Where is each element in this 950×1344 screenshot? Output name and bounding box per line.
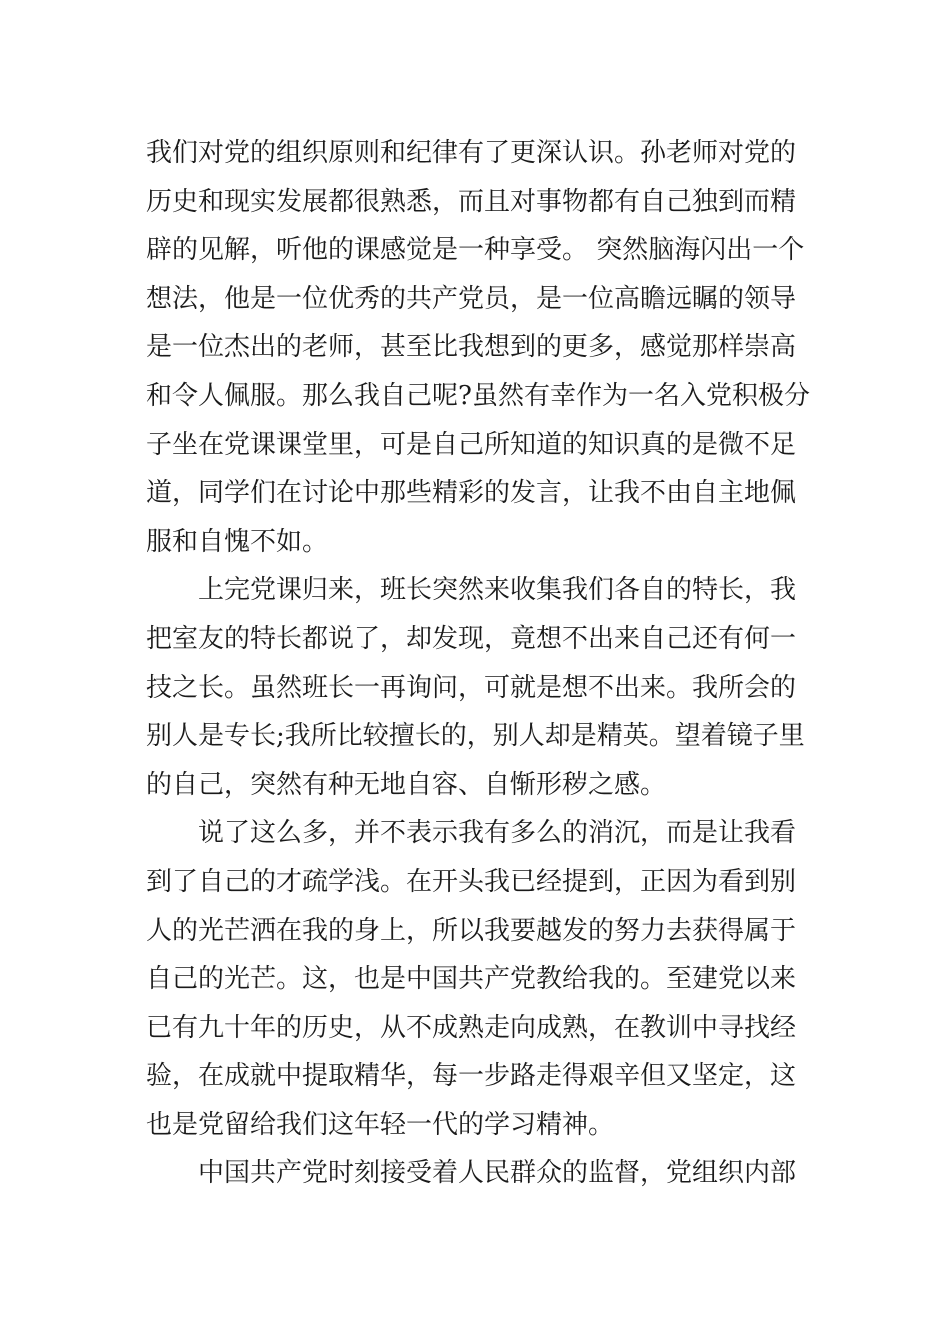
text-line: 人的光芒洒在我的身上，所以我要越发的努力去获得属于 bbox=[146, 915, 797, 946]
text-line: 到了自己的才疏学浅。在开头我已经提到，正因为看到别 bbox=[146, 866, 797, 897]
text-line: 服和自愧不如。 bbox=[146, 526, 329, 557]
text-line: 我们对党的组织原则和纪律有了更深认识。孙老师对党的 bbox=[146, 138, 797, 168]
text-line: 是一位杰出的老师，甚至比我想到的更多，感觉那样崇高 bbox=[146, 332, 797, 363]
text-line: 也是党留给我们这年轻一代的学习精神。 bbox=[146, 1109, 615, 1140]
text-line-indented: 中国共产党时刻接受着人民群众的监督，党组织内部 bbox=[198, 1158, 797, 1189]
text-line: 的自己，突然有种无地自容、自惭形秽之感。 bbox=[146, 769, 667, 800]
text-line: 别人是专长;我所比较擅长的，别人却是精英。望着镜子里 bbox=[146, 721, 805, 752]
text-line: 子坐在党课课堂里，可是自己所知道的知识真的是微不足 bbox=[146, 429, 797, 460]
text-line: 技之长。虽然班长一再询问，可就是想不出来。我所会的 bbox=[146, 672, 797, 703]
text-line: 历史和现实发展都很熟悉，而且对事物都有自己独到而精 bbox=[146, 186, 797, 217]
paragraph-2 bbox=[146, 566, 806, 809]
paragraph-3 bbox=[146, 809, 806, 1149]
text-line: 和令人佩服。那么我自己呢?虽然有幸作为一名入党积极分 bbox=[146, 380, 810, 411]
text-line: 道，同学们在讨论中那些精彩的发言，让我不由自主地佩 bbox=[146, 478, 797, 509]
text-line-indented: 说了这么多，并不表示我有多么的消沉，而是让我看 bbox=[198, 818, 797, 849]
text-line: 辟的见解，听他的课感觉是一种享受。 突然脑海闪出一个 bbox=[146, 235, 805, 266]
paragraph-4 bbox=[146, 1149, 806, 1198]
text-line: 自己的光芒。这，也是中国共产党教给我的。至建党以来 bbox=[146, 964, 797, 995]
document-body bbox=[146, 129, 810, 1198]
text-line-indented: 上完党课归来，班长突然来收集我们各自的特长，我 bbox=[198, 575, 797, 606]
text-line: 把室友的特长都说了，却发现，竟想不出来自己还有何一 bbox=[146, 623, 797, 654]
text-line: 已有九十年的历史，从不成熟走向成熟，在教训中寻找经 bbox=[146, 1012, 797, 1043]
text-line: 想法，他是一位优秀的共产党员，是一位高瞻远瞩的领导 bbox=[146, 283, 797, 314]
paragraph-1 bbox=[146, 129, 810, 566]
text-line: 验，在成就中提取精华，每一步路走得艰辛但又坚定，这 bbox=[146, 1061, 797, 1092]
